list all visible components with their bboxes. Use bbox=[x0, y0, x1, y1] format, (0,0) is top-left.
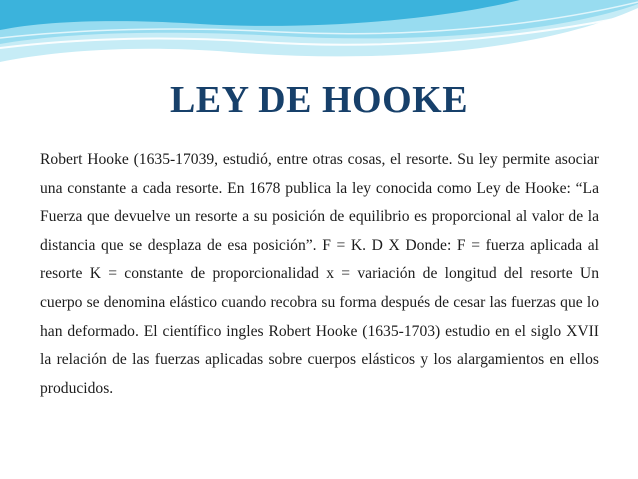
header-wave-decoration bbox=[0, 0, 638, 80]
slide-body-text: Robert Hooke (1635-17039, estudió, entre otras cosas, el resorte. Su ley permite asociar una constante a cada resorte. En 1678 publica la ley conocida como Ley de Hooke: “La Fuerza que devuelve un resorte a su posición de equilibrio es proporcional al valor de la distancia que se desplaza de esa posición”. F = K. D X Donde: F = fuerza aplicada al resorte K = constante de proporcionalidad x = variación de longitud del resorte Un cuerpo se denomina elástico cuando recobra su forma después de cesar las fuerzas que lo han deformado. El científico ingles Robert Hooke (1635-1703) estudio en el siglo XVII la relación de las fuerzas aplicadas sobre cuerpos elásticos y los alargamientos en ellos producidos. bbox=[40, 151, 599, 397]
slide-title: LEY DE HOOKE bbox=[169, 79, 469, 121]
